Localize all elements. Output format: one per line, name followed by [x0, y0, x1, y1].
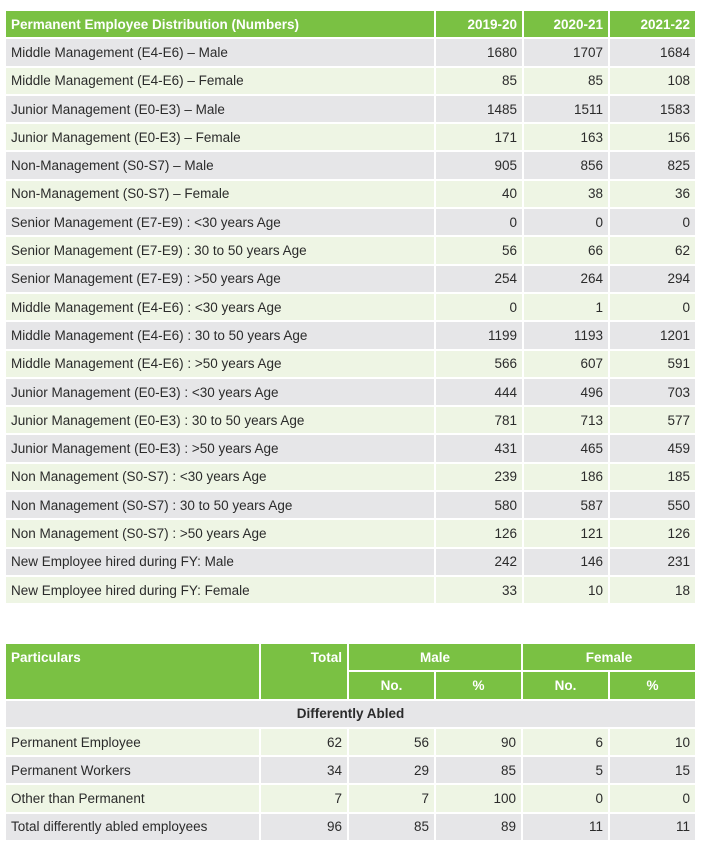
row-value: 66: [524, 237, 608, 263]
row-value: 11: [523, 814, 608, 840]
row-value: 580: [436, 492, 522, 518]
row-label: New Employee hired during FY: Female: [6, 577, 434, 603]
row-label: Middle Management (E4-E6) – Female: [6, 68, 434, 94]
row-value: 156: [610, 124, 695, 150]
table-row: [6, 124, 695, 150]
table-row: [6, 729, 695, 755]
row-value: 254: [436, 266, 522, 292]
row-value: 85: [436, 68, 522, 94]
row-label: Non Management (S0-S7) : <30 years Age: [6, 464, 434, 490]
row-value: 100: [436, 785, 521, 811]
row-label: Middle Management (E4-E6) : <30 years Age: [6, 294, 434, 320]
row-value: 1707: [524, 39, 608, 65]
abled-header-row: [6, 644, 695, 670]
row-value: 0: [610, 209, 695, 235]
table-row: [6, 39, 695, 65]
male-no-header: No.: [349, 672, 434, 698]
table-row: [6, 577, 695, 603]
section-row: [6, 701, 695, 727]
row-value: 0: [524, 209, 608, 235]
row-value: 264: [524, 266, 608, 292]
table-row: [6, 322, 695, 348]
total-header: Total: [261, 644, 347, 699]
row-label: Non-Management (S0-S7) – Female: [6, 181, 434, 207]
row-value: 10: [610, 729, 695, 755]
table-row: [6, 757, 695, 783]
row-label: Non Management (S0-S7) : >50 years Age: [6, 520, 434, 546]
row-value: 431: [436, 435, 522, 461]
row-label: Senior Management (E7-E9) : <30 years Age: [6, 209, 434, 235]
row-value: 781: [436, 407, 522, 433]
row-value: 171: [436, 124, 522, 150]
row-value: 905: [436, 152, 522, 178]
row-label: Non Management (S0-S7) : 30 to 50 years Age: [6, 492, 434, 518]
table-row: [6, 379, 695, 405]
row-value: 56: [349, 729, 434, 755]
row-label: Junior Management (E0-E3) : >50 years Age: [6, 435, 434, 461]
row-value: 1680: [436, 39, 522, 65]
table-row: [6, 96, 695, 122]
row-value: 825: [610, 152, 695, 178]
row-label: Senior Management (E7-E9) : >50 years Age: [6, 266, 434, 292]
row-value: 18: [610, 577, 695, 603]
table-row: [6, 549, 695, 575]
row-value: 444: [436, 379, 522, 405]
row-value: 34: [261, 757, 347, 783]
row-value: 10: [524, 577, 608, 603]
row-label: Middle Management (E4-E6) : >50 years Age: [6, 351, 434, 377]
row-value: 6: [523, 729, 608, 755]
row-value: 231: [610, 549, 695, 575]
row-value: 40: [436, 181, 522, 207]
employee-distribution-table: [4, 9, 697, 605]
row-value: 607: [524, 351, 608, 377]
section-title: Differently Abled: [6, 701, 695, 727]
table-row: [6, 435, 695, 461]
row-value: 121: [524, 520, 608, 546]
table-row: [6, 68, 695, 94]
row-value: 85: [524, 68, 608, 94]
row-value: 5: [523, 757, 608, 783]
female-no-header: No.: [523, 672, 608, 698]
row-value: 0: [523, 785, 608, 811]
distribution-title: Permanent Employee Distribution (Numbers): [6, 11, 434, 37]
row-value: 1684: [610, 39, 695, 65]
male-header: Male: [349, 644, 521, 670]
table-row: [6, 520, 695, 546]
row-value: 566: [436, 351, 522, 377]
row-value: 15: [610, 757, 695, 783]
row-value: 85: [436, 757, 521, 783]
table-row: [6, 351, 695, 377]
row-value: 38: [524, 181, 608, 207]
row-value: 496: [524, 379, 608, 405]
row-value: 36: [610, 181, 695, 207]
male-pct-header: %: [436, 672, 521, 698]
table-row: [6, 464, 695, 490]
row-value: 146: [524, 549, 608, 575]
row-value: 1: [524, 294, 608, 320]
row-label: Junior Management (E0-E3) : 30 to 50 years Age: [6, 407, 434, 433]
row-label: New Employee hired during FY: Male: [6, 549, 434, 575]
row-value: 1511: [524, 96, 608, 122]
female-pct-header: %: [610, 672, 695, 698]
row-value: 856: [524, 152, 608, 178]
row-value: 591: [610, 351, 695, 377]
table-row: [6, 407, 695, 433]
row-value: 96: [261, 814, 347, 840]
row-label: Non-Management (S0-S7) – Male: [6, 152, 434, 178]
row-label: Junior Management (E0-E3) – Male: [6, 96, 434, 122]
row-value: 465: [524, 435, 608, 461]
table-row: [6, 294, 695, 320]
row-value: 85: [349, 814, 434, 840]
row-value: 1199: [436, 322, 522, 348]
row-value: 33: [436, 577, 522, 603]
table-row: [6, 237, 695, 263]
row-value: 0: [436, 209, 522, 235]
row-value: 163: [524, 124, 608, 150]
table-row: [6, 492, 695, 518]
row-value: 186: [524, 464, 608, 490]
distribution-header-row: [6, 11, 695, 37]
row-value: 294: [610, 266, 695, 292]
row-value: 587: [524, 492, 608, 518]
row-value: 0: [610, 785, 695, 811]
row-label: Permanent Employee: [6, 729, 259, 755]
row-value: 713: [524, 407, 608, 433]
row-value: 0: [436, 294, 522, 320]
row-value: 62: [261, 729, 347, 755]
female-header: Female: [523, 644, 695, 670]
table-row: [6, 209, 695, 235]
row-value: 126: [436, 520, 522, 546]
row-value: 126: [610, 520, 695, 546]
table-row: [6, 152, 695, 178]
row-value: 1193: [524, 322, 608, 348]
table-row: [6, 181, 695, 207]
row-value: 242: [436, 549, 522, 575]
row-label: Middle Management (E4-E6) : 30 to 50 years Age: [6, 322, 434, 348]
row-label: Other than Permanent: [6, 785, 259, 811]
row-value: 0: [610, 294, 695, 320]
row-value: 550: [610, 492, 695, 518]
row-label: Total differently abled employees: [6, 814, 259, 840]
row-value: 459: [610, 435, 695, 461]
row-value: 185: [610, 464, 695, 490]
row-value: 1583: [610, 96, 695, 122]
row-value: 7: [349, 785, 434, 811]
year-header: 2020-21: [524, 11, 608, 37]
row-label: Junior Management (E0-E3) – Female: [6, 124, 434, 150]
table-row: [6, 266, 695, 292]
row-value: 108: [610, 68, 695, 94]
differently-abled-table: [4, 642, 697, 842]
row-value: 62: [610, 237, 695, 263]
particulars-header: Particulars: [6, 644, 259, 699]
row-value: 29: [349, 757, 434, 783]
row-value: 7: [261, 785, 347, 811]
row-value: 1201: [610, 322, 695, 348]
table-row: [6, 785, 695, 811]
row-value: 239: [436, 464, 522, 490]
table-row: [6, 814, 695, 840]
row-value: 56: [436, 237, 522, 263]
year-header: 2021-22: [610, 11, 695, 37]
row-value: 1485: [436, 96, 522, 122]
row-label: Junior Management (E0-E3) : <30 years Age: [6, 379, 434, 405]
row-label: Senior Management (E7-E9) : 30 to 50 years Age: [6, 237, 434, 263]
row-value: 11: [610, 814, 695, 840]
row-value: 703: [610, 379, 695, 405]
row-label: Permanent Workers: [6, 757, 259, 783]
row-label: Middle Management (E4-E6) – Male: [6, 39, 434, 65]
row-value: 90: [436, 729, 521, 755]
row-value: 577: [610, 407, 695, 433]
row-value: 89: [436, 814, 521, 840]
year-header: 2019-20: [436, 11, 522, 37]
